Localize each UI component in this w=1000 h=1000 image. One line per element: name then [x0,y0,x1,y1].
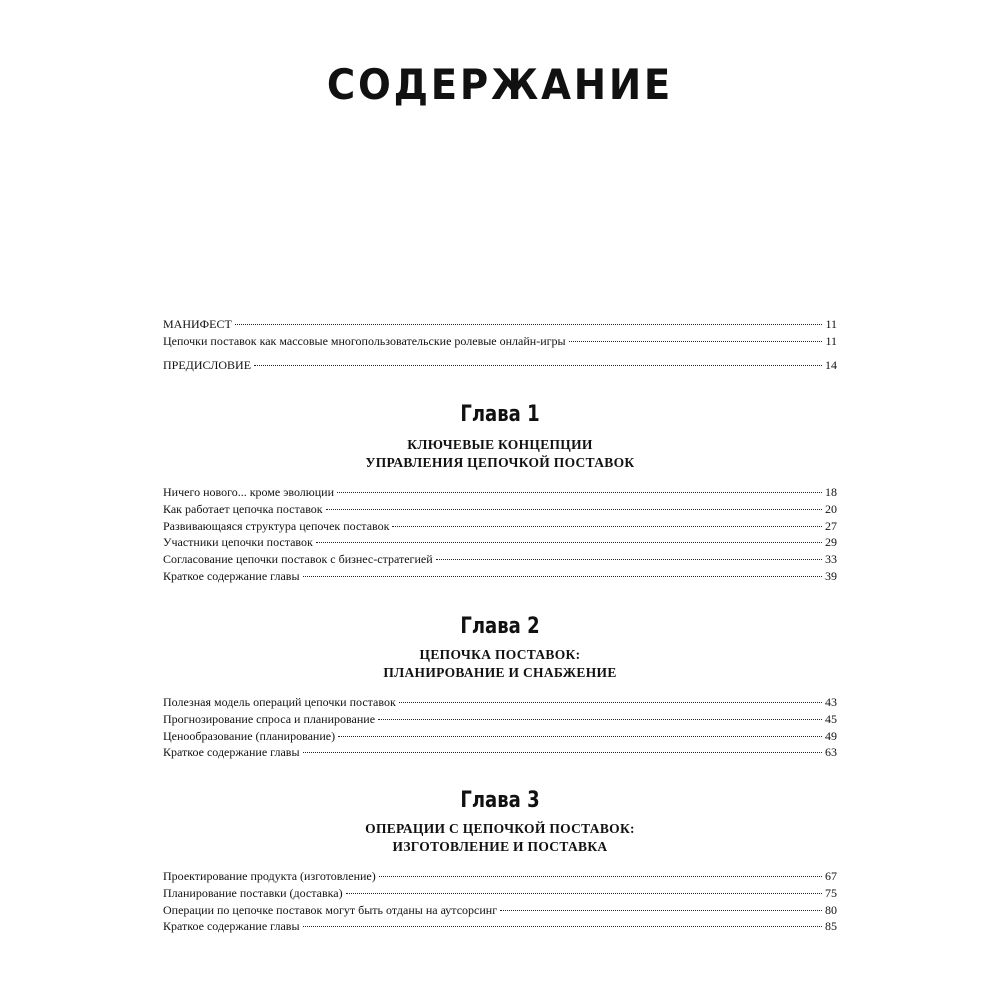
dot-leader [436,559,822,560]
toc-entry-label: Ничего нового... кроме эволюции [163,485,335,499]
toc-entry-page: 43 [825,695,837,709]
toc-entry[interactable] [163,518,837,535]
chapter-3-entries [163,868,837,935]
toc-entry[interactable] [163,484,837,501]
chapter-subtitle-line: ИЗГОТОВЛЕНИЕ И ПОСТАВКА [392,839,608,854]
toc-entry-page: 11 [825,333,837,348]
toc-entry[interactable] [163,744,837,761]
chapter-2-heading: Глава 2 [460,614,540,639]
chapter-3-subtitle [0,820,1000,856]
toc-entry-label: Полезная модель операций цепочки поставок [163,695,396,709]
toc-entry-label: Как работает цепочка поставок [163,501,323,516]
toc-entry-label: Согласование цепочки поставок с бизнес-стратегией [163,552,433,567]
dot-leader [326,509,822,510]
dot-leader [379,876,822,877]
dot-leader [500,910,822,911]
toc-entry-page: 27 [825,518,837,533]
toc-entry-page: 67 [825,869,837,883]
toc-entry-page: 85 [825,919,837,934]
chapter-2-subtitle [0,646,1000,682]
toc-entry-label: Краткое содержание главы [163,745,300,760]
toc-entry[interactable] [163,551,837,568]
toc-entry-page: 39 [825,568,837,583]
toc-entry-page: 80 [825,902,837,917]
toc-entry[interactable] [163,357,837,374]
toc-entry[interactable] [163,694,837,711]
toc-entry[interactable] [163,316,837,333]
toc-entry[interactable] [163,728,837,745]
chapter-subtitle-line: ОПЕРАЦИИ С ЦЕПОЧКОЙ ПОСТАВОК: [365,821,635,836]
toc-entry-page: 18 [825,485,837,499]
chapter-1-heading: Глава 1 [460,402,540,427]
intro-section [163,316,837,350]
toc-entry-page: 29 [825,535,837,550]
dot-leader [303,576,822,577]
dot-leader [569,341,823,342]
dot-leader [392,526,822,527]
dot-leader [235,324,823,325]
chapter-subtitle-line: ЦЕПОЧКА ПОСТАВОК: [419,647,581,662]
dot-leader [316,542,822,543]
page-title: СОДЕРЖАНИЕ [326,60,674,109]
toc-entry-label: Развивающаяся структура цепочек поставок [163,518,390,533]
dot-leader [303,752,822,753]
toc-entry[interactable] [163,885,837,902]
dot-leader [254,365,822,366]
toc-entry-label: Проектирование продукта (изготовление) [163,869,376,883]
dot-leader [338,736,822,737]
dot-leader [337,492,822,493]
toc-entry[interactable] [163,568,837,585]
toc-entry-page: 33 [825,552,837,567]
preface-section [163,357,837,374]
chapter-1-subtitle [0,436,1000,472]
toc-entry[interactable] [163,333,837,350]
toc-entry-page: 75 [825,885,837,900]
chapter-1-entries [163,484,837,585]
toc-entry[interactable] [163,918,837,935]
toc-entry-label: Планирование поставки (доставка) [163,885,343,900]
toc-entry[interactable] [163,501,837,518]
toc-entry[interactable] [163,711,837,728]
toc-entry[interactable] [163,868,837,885]
toc-entry-page: 11 [825,317,837,331]
toc-entry[interactable] [163,534,837,551]
toc-entry-page: 49 [825,728,837,743]
toc-entry-label: ПРЕДИСЛОВИЕ [163,358,252,372]
toc-entry-page: 63 [825,745,837,760]
dot-leader [378,719,822,720]
toc-entry-label: Прогнозирование спроса и планирование [163,711,376,726]
toc-entry-page: 20 [825,501,837,516]
toc-entry-label: Краткое содержание главы [163,919,300,934]
toc-entry-label: Цепочки поставок как массовые многопользовательские ролевые онлайн-игры [163,333,566,348]
dot-leader [346,893,822,894]
toc-entry-label: Операции по цепочке поставок могут быть отданы на аутсорсинг [163,902,498,917]
chapter-subtitle-line: ПЛАНИРОВАНИЕ И СНАБЖЕНИЕ [383,665,617,680]
dot-leader [303,926,822,927]
chapter-subtitle-line: КЛЮЧЕВЫЕ КОНЦЕПЦИИ [407,437,593,452]
toc-entry-label: Участники цепочки поставок [163,535,313,550]
chapter-3-heading: Глава 3 [460,788,540,813]
toc-entry-page: 14 [825,358,837,372]
chapter-subtitle-line: УПРАВЛЕНИЯ ЦЕПОЧКОЙ ПОСТАВОК [365,455,635,470]
toc-entry-label: МАНИФЕСТ [163,317,232,331]
toc-entry[interactable] [163,902,837,919]
toc-entry-label: Ценообразование (планирование) [163,728,336,743]
toc-entry-label: Краткое содержание главы [163,568,300,583]
toc-entry-page: 45 [825,711,837,726]
chapter-2-entries [163,694,837,761]
dot-leader [399,702,822,703]
